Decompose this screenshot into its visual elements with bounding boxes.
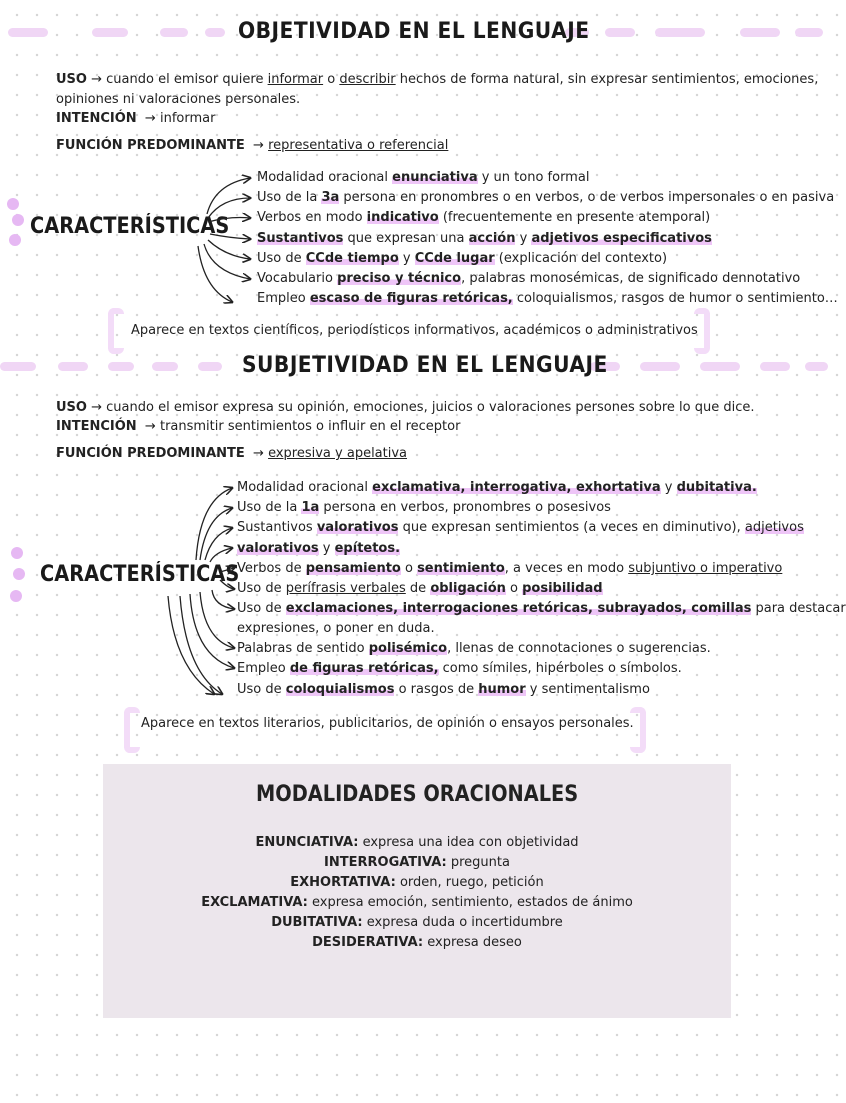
modalidades-title: MODALIDADES ORACIONALES [255,782,579,807]
uso-text: cuando el emisor expresa su opinión, emociones, juicios o valoraciones persones sobre lo que dice. [102,400,755,415]
uso-text: cuando el emisor quiere [102,72,268,87]
objetividad-arrows [198,178,250,302]
uso-word: informar [267,72,324,87]
intencion-value: informar [159,111,216,126]
funcion-label: FUNCIÓN PREDOMINANTE [56,138,245,153]
subjetividad-item: Modalidad oracional exclamativa, interrogativa, exhortativa y dubitativa. [237,480,757,495]
subjetividad-aparece: Aparece en textos literarios, publicitarios, de opinión o ensayos personales. [141,716,634,731]
arrow-icon: → [91,400,103,415]
objetividad-aparece: Aparece en textos científicos, periodísticos informativos, académicos o administrativos [131,323,698,338]
uso-text: hechos de forma natural, sin expresar sentimientos, emociones, [395,72,819,87]
subjetividad-arrows [168,488,234,694]
subjetividad-item: Uso de coloquialismos o rasgos de humor y sentimentalismo [237,682,650,697]
subjetividad-item: Verbos de pensamiento o sentimiento, a veces en modo subjuntivo o imperativo [237,561,783,576]
uso-label: USO [56,72,87,87]
arrow-icon: → [144,419,156,434]
objetividad-item: Sustantivos que expresan una acción y adjetivos especificativos [257,231,712,246]
subjetividad-item: valorativos y epítetos. [237,541,401,556]
intencion-label: INTENCIÓN [56,419,137,434]
arrow-icon: → [253,138,264,153]
subjetividad-item: Uso de exclamaciones, interrogaciones retóricas, subrayados, comillas para destacar [237,601,846,616]
funcion-value: expresiva y apelativa [268,446,408,461]
objetividad-title: OBJETIVIDAD EN EL LENGUAJE [238,19,590,44]
subjetividad-item: Uso de perífrasis verbales de obligación o posibilidad [237,581,603,596]
objetividad-item: Uso de la 3a persona en pronombres o en verbos, o de verbos impersonales o en pasiva [257,190,835,205]
modalidad-item: DESIDERATIVA: expresa deseo [312,935,522,950]
objetividad-caracteristicas-label: CARACTERÍSTICAS [30,214,230,239]
intencion-value: transmitir sentimientos o influir en el receptor [159,419,461,434]
arrow-icon: → [91,72,103,87]
uso-text: o [323,72,340,87]
arrow-icon: → [253,446,264,461]
modalidad-item: DUBITATIVA: expresa duda o incertidumbre [271,915,563,930]
objetividad-item: Vocabulario preciso y técnico, palabras monosémicas, de significado dennotativo [257,271,801,286]
funcion-label: FUNCIÓN PREDOMINANTE [56,446,245,461]
uso-word: describir [339,72,396,87]
subjetividad-item: Sustantivos valorativos que expresan sentimientos (a veces en diminutivo), adjetivos [237,520,804,535]
objetividad-item: Verbos en modo indicativo (frecuentemente en presente atemporal) [257,210,711,225]
subjetividad-caracteristicas-label: CARACTERÍSTICAS [40,562,240,587]
objetividad-item: Modalidad oracional enunciativa y un tono formal [257,170,590,185]
objetividad-item: Uso de CCde tiempo y CCde lugar (explicación del contexto) [257,251,668,266]
subjetividad-item: Uso de la 1a persona en verbos, pronombres o posesivos [237,500,611,515]
subjetividad-item: expresiones, o poner en duda. [237,621,435,636]
uso-label: USO [56,400,87,415]
subjetividad-item: Palabras de sentido polisémico, llenas de connotaciones o sugerencias. [237,641,711,656]
modalidad-item: EXCLAMATIVA: expresa emoción, sentimiento, estados de ánimo [201,895,633,910]
arrow-icon: → [144,111,156,126]
objetividad-uso-line2: opiniones ni valoraciones personales. [56,92,301,107]
objetividad-item: Empleo escaso de figuras retóricas, coloquialismos, rasgos de humor o sentimiento… [257,291,838,306]
modalidad-item: EXHORTATIVA: orden, ruego, petición [290,875,544,890]
funcion-value: representativa o referencial [268,138,449,153]
intencion-label: INTENCIÓN [56,111,137,126]
modalidades-box [103,764,731,1018]
subjetividad-item: Empleo de figuras retóricas, como símiles, hipérboles o símbolos. [237,661,682,676]
modalidad-item: INTERROGATIVA: pregunta [324,855,510,870]
modalidad-item: ENUNCIATIVA: expresa una idea con objetividad [255,835,579,850]
subjetividad-title: SUBJETIVIDAD EN EL LENGUAJE [242,353,608,378]
